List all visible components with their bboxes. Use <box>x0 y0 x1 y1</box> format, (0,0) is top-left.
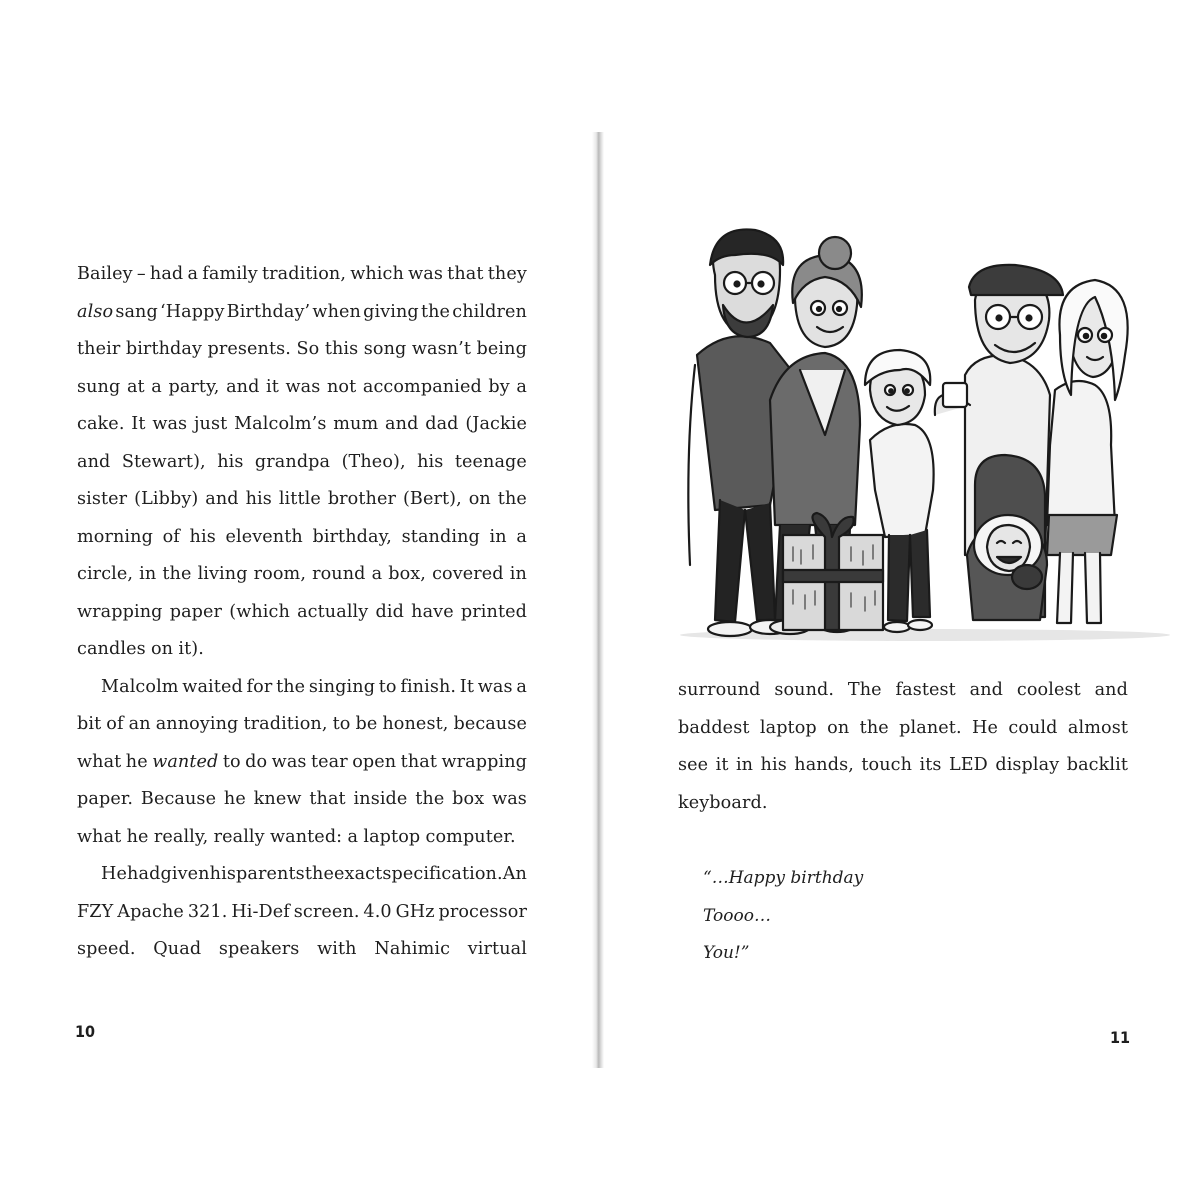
word: it <box>266 376 279 397</box>
book-gutter <box>592 132 604 1068</box>
word: laptop <box>759 717 817 738</box>
word: wrapping <box>77 601 163 622</box>
word: – <box>136 264 146 284</box>
word: presents. <box>207 339 291 359</box>
right-page-body <box>678 672 1128 822</box>
word: was <box>271 751 307 772</box>
text-line <box>77 781 527 819</box>
word: wasn’t <box>411 339 472 359</box>
word: living <box>197 564 248 584</box>
word: waited <box>182 676 243 697</box>
text-line <box>678 672 1128 710</box>
word: laptop <box>363 826 421 847</box>
word: sung <box>77 376 121 397</box>
text-line <box>77 481 527 519</box>
word: a <box>347 826 359 847</box>
word: round <box>312 564 366 584</box>
word: wrapping <box>441 751 527 772</box>
word: honest, <box>382 714 449 734</box>
word: virtual <box>467 939 527 959</box>
word: also <box>77 301 114 322</box>
text-line <box>77 631 527 669</box>
word: mum <box>333 414 379 434</box>
word: Birthday’ <box>226 301 311 322</box>
word: birthday, <box>312 526 393 547</box>
word: The <box>847 680 882 700</box>
word: grandpa <box>254 451 331 472</box>
word: keyboard. <box>678 792 768 813</box>
word: they <box>487 264 527 284</box>
word: (Bert), <box>402 489 462 509</box>
word: LED <box>948 755 988 775</box>
word: fastest <box>895 680 956 700</box>
text-line <box>77 744 527 782</box>
text-line <box>77 556 527 594</box>
word: standing <box>401 526 480 547</box>
birthday-song-verse <box>703 860 863 973</box>
word: song <box>363 339 407 359</box>
word: the <box>859 717 889 738</box>
word: singing <box>308 676 376 697</box>
word: annoying <box>155 714 239 734</box>
text-line <box>77 256 527 294</box>
word: was <box>477 676 513 697</box>
word: speed. <box>77 939 136 959</box>
word: morning <box>77 526 153 547</box>
word: eleventh <box>225 526 303 547</box>
word: surround <box>678 680 761 700</box>
word: computer. <box>425 826 516 847</box>
word: of <box>162 526 180 547</box>
word: hands, <box>794 755 854 775</box>
word: really, <box>153 826 209 847</box>
page-number-left: 10 <box>75 1022 96 1041</box>
word: box, <box>388 564 427 584</box>
word: display <box>995 755 1060 775</box>
word: exact <box>334 864 383 884</box>
word: So <box>296 339 320 359</box>
text-line <box>77 444 527 482</box>
word: their <box>77 339 121 359</box>
word: the <box>415 789 445 809</box>
word: a <box>187 264 199 284</box>
word: tradition, <box>243 714 328 734</box>
word: sound. <box>774 680 835 700</box>
word: was <box>285 376 321 397</box>
family-illustration <box>675 225 1170 645</box>
bert-figure <box>967 515 1047 620</box>
word: tear <box>311 751 348 772</box>
word: wanted: <box>269 826 343 847</box>
word: at <box>126 376 145 397</box>
text-line <box>678 747 1128 785</box>
text-line <box>77 594 527 632</box>
word: being <box>476 339 527 359</box>
word: given <box>160 864 210 884</box>
word: GHz <box>395 901 435 922</box>
word: children <box>452 301 527 322</box>
word: (Libby) <box>134 489 199 509</box>
word: could <box>1008 717 1058 738</box>
word: finish. <box>400 676 457 697</box>
word: the <box>304 864 334 884</box>
page-number-right: 11 <box>1110 1028 1131 1047</box>
word: open <box>352 751 397 772</box>
word: candles <box>77 639 146 659</box>
word: he <box>223 789 246 809</box>
verse-line: You!” <box>703 943 750 963</box>
word: ‘Happy <box>160 301 225 322</box>
word: inside <box>353 789 408 809</box>
word: Stewart), <box>121 451 206 472</box>
word: its <box>919 755 942 775</box>
word: when <box>312 301 361 322</box>
word: on <box>468 489 491 509</box>
word: have <box>411 601 454 622</box>
word: his <box>760 755 787 775</box>
word: on <box>827 717 850 738</box>
word: room, <box>253 564 307 584</box>
word: speakers <box>218 939 300 959</box>
word: he <box>126 826 149 847</box>
word: (Theo), <box>341 451 406 472</box>
word: it <box>715 755 729 775</box>
word: in <box>139 564 157 584</box>
word: a <box>516 676 527 697</box>
word: for <box>246 676 273 697</box>
word: the <box>276 676 306 697</box>
word: Malcolm <box>101 676 179 697</box>
word: box <box>452 789 485 809</box>
text-line <box>77 706 527 744</box>
word: see <box>678 755 709 775</box>
word: an <box>128 714 151 734</box>
word: parents <box>236 864 305 884</box>
word: processor <box>438 901 527 922</box>
word: had <box>149 264 184 284</box>
word: coolest <box>1016 680 1081 700</box>
word: Bailey <box>77 264 133 284</box>
word: little <box>278 489 321 509</box>
word: It <box>459 676 475 697</box>
word: his <box>245 489 272 509</box>
word: wanted <box>152 751 219 772</box>
word: a <box>151 376 162 397</box>
word: with <box>317 939 357 959</box>
word: and <box>385 414 419 434</box>
word: this <box>324 339 359 359</box>
word: was <box>152 414 188 434</box>
word: Hi-Def <box>231 901 290 922</box>
word: the <box>162 564 192 584</box>
word: giving <box>363 301 419 322</box>
word: specification. <box>382 864 503 884</box>
word: covered <box>432 564 504 584</box>
word: that <box>447 264 484 284</box>
word: and <box>77 451 111 472</box>
word: It <box>131 414 146 434</box>
word: screen. <box>293 901 360 922</box>
word: printed <box>460 601 527 622</box>
word: sister <box>77 489 128 509</box>
word: 321. <box>187 901 228 922</box>
word: because <box>453 714 527 734</box>
word: Nahimic <box>374 939 451 959</box>
word: a <box>371 564 383 584</box>
word: FZY <box>77 901 114 922</box>
text-line <box>77 369 527 407</box>
word: paper <box>169 601 223 622</box>
word: party, <box>168 376 220 397</box>
text-line <box>678 710 1128 748</box>
word: teenage <box>454 451 527 472</box>
word: Malcolm’s <box>234 414 327 434</box>
word: backlit <box>1066 755 1128 775</box>
word: paper. <box>77 789 134 809</box>
word: had <box>127 864 161 884</box>
word: actually <box>297 601 369 622</box>
word: and <box>205 489 239 509</box>
word: and <box>1094 680 1128 700</box>
word: planet. <box>899 717 962 738</box>
word: tradition, <box>261 264 347 284</box>
word: cake. <box>77 414 125 434</box>
word: almost <box>1067 717 1128 738</box>
word: be <box>355 714 378 734</box>
text-line <box>77 931 527 969</box>
word: to <box>332 714 351 734</box>
word: a <box>516 376 527 397</box>
word: he <box>125 751 148 772</box>
word: on <box>150 639 174 659</box>
word: bit <box>77 714 102 734</box>
word: He <box>972 717 998 738</box>
word: knew <box>253 789 302 809</box>
verse-line: Toooo… <box>703 905 771 926</box>
text-line <box>77 856 527 894</box>
word: Apache <box>117 901 184 922</box>
word: what <box>77 826 122 847</box>
word: his <box>417 451 444 472</box>
verse-line: “…Happy birthday <box>703 868 864 888</box>
word: An <box>502 864 527 884</box>
word: do <box>245 751 268 772</box>
word: in <box>509 564 527 584</box>
text-line <box>77 406 527 444</box>
word: Because <box>140 789 217 809</box>
word: baddest <box>678 717 750 738</box>
word: what <box>77 751 122 772</box>
word: and <box>969 680 1004 700</box>
word: that <box>400 751 438 772</box>
word: which <box>350 264 404 284</box>
word: the <box>420 301 451 322</box>
word: a <box>516 526 527 547</box>
word: touch <box>861 755 913 775</box>
word: to <box>222 751 241 772</box>
word: his <box>189 526 216 547</box>
word: to <box>378 676 397 697</box>
word: and <box>226 376 260 397</box>
word: He <box>101 864 127 884</box>
word: of <box>106 714 124 734</box>
word: brother <box>327 489 397 509</box>
word: was <box>408 264 443 284</box>
word: Quad <box>153 939 202 959</box>
word: dad <box>425 414 459 434</box>
word: it). <box>178 639 204 659</box>
libby-figure <box>1047 280 1128 623</box>
word: the <box>497 489 527 509</box>
word: (Jackie <box>465 414 527 434</box>
word: his <box>209 864 236 884</box>
word: family <box>202 264 258 284</box>
left-page-body <box>77 256 527 969</box>
word: birthday <box>125 339 203 359</box>
word: really <box>213 826 265 847</box>
word: accompanied <box>362 376 482 397</box>
text-line <box>77 519 527 557</box>
word: sang <box>115 301 158 322</box>
word: his <box>217 451 244 472</box>
word: in <box>735 755 754 775</box>
word: by <box>488 376 510 397</box>
word: was <box>492 789 527 809</box>
text-line <box>77 331 527 369</box>
text-line <box>678 785 1128 823</box>
text-line <box>77 894 527 932</box>
word: circle, <box>77 564 134 584</box>
word: not <box>326 376 357 397</box>
text-line <box>77 669 527 707</box>
word: did <box>375 601 404 622</box>
text-line <box>77 819 527 857</box>
text-line <box>77 294 527 332</box>
word: just <box>193 414 228 434</box>
word: that <box>309 789 346 809</box>
word: (which <box>229 601 290 622</box>
word: in <box>489 526 507 547</box>
word: 4.0 <box>363 901 392 922</box>
